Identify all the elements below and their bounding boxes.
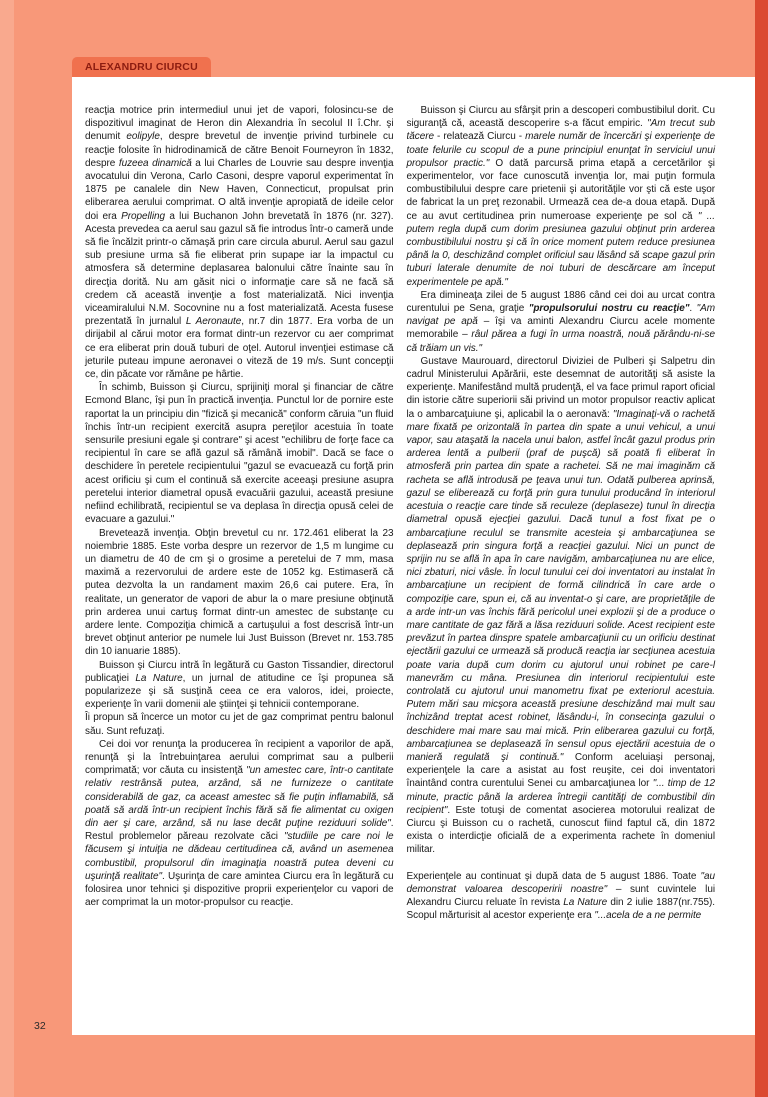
left-edge-decoration <box>0 0 14 1097</box>
paragraph: Buisson şi Ciurcu intră în legătură cu Gaston Tissandier, directorul publicaţiei La Nature, un jurnal de atitudine ce îşi propunea să popularizeze şi să susţină ceea ce era valoros, idei, proiecte, experienţe în varii domenii ale ştiinţei şi tehnicii contemporane. <box>85 659 394 711</box>
paragraph: Cei doi vor renunţa la producerea în recipient a vaporilor de apă, renunţă şi la întrebuinţarea aerului comprimat sau a pulberii comprimată; vor căuta cu insistenţă "un amestec care, într-o cantitate relativ restrânsă putea, arzând, să ne furnizeze o cantitate considerabilă de gaz, ca aceast amestec să fie puţin inflamabilă, să poată să ardă într-un recipient închis fără să fie alimentat cu oxigen din aer şi care, arzând, să nu lase decât puţine reziduuri solide". Restul problemelor păreau rezolvate căci "studiile pe care noi le făcusem şi intuiţia ne dădeau certitudinea că, având un asemenea combustibil, propulsorul din imaginaţia noastră putea deveni cu uşurinţă realitate". Uşurinţa de care amintea Ciurcu era în legătură cu folosirea unor tehnici şi dispozitive proprii experienţelor cu vapori de aer comprimat la un motor-propulsor cu reacţie. <box>85 738 394 909</box>
section-tab <box>72 57 211 77</box>
text-columns <box>72 77 755 922</box>
paragraph: Buisson şi Ciurcu au sfârşit prin a descoperi combustibilul dorit. Cu siguranţă că, această descoperire s-a făcut empiric. "Am trecut sub tăcere - relatează Ciurcu - marele număr de încercări şi experienţe de toate felurile cu scopul de a pune principiul enunţat în serviciul unui propulsor practic." O dată parcursă prima etapă a cercetărilor şi experimentelor, vor face cunoscută invenţia lor, mai puţin formula combustibilului despre care prietenii şi autorităţile vor şti că este uşor de fabricat la un preţ rezonabil. Urmează cea de-a doua etapă. După ce au avut certitudinea prin numeroase experienţe pe sol că " ... putem regla după cum dorim presiunea gazului obţinut prin arderea combustibilului nostru şi că în orice moment putem reduce presiunea până la 0, deschizând complet orificiul sau lăsând să scape gazul prin tuburi laterale denumite de noi tuburi de descărcare am început experimentele pe apă." <box>406 105 715 288</box>
page-number: 32 <box>34 1020 46 1032</box>
text-column-right <box>407 104 716 922</box>
text-column-left <box>85 104 394 922</box>
page-content <box>72 77 755 1035</box>
right-edge-decoration <box>755 0 768 1097</box>
paragraph: Brevetează invenţia. Obţin brevetul cu nr. 172.461 eliberat la 23 noiembrie 1885. Este vorba despre un rezervor de 1,5 m lungime cu un diametru de 40 de cm şi o grosime a peretelui de 7 mm, masa maximă a rezervorului de ardere este de 1052 kg. Estimaseră că putea dezvolta la un randament maxim 26,6 cai putere. Era, în realitate, un generator de vapori de abur la o mare presiune obţinută prin arderea unui cartuş format dintr-un amestec de substanţe cu ardere lente. Compoziţia chimică a cartuşului a fost descrisă într-un brevet obţinut anterior pe numele lui Just Buisson (Brevet nr. 153.785 din 10 ianuarie 1885). <box>85 527 394 658</box>
paragraph: Gustave Maurouard, directorul Diviziei de Pulberi şi Salpetru din cadrul Ministerului Apărării, este desemnat de autorităţi să asiste la experienţe. Manifestând multă prudenţă, el va face primul raport oficial din istorie către superiorii săi privind un motor propulsor reactiv aplicat la o ambarcaţuiune şi, aplicabil la o aeronavă: "Imaginaţi-vă o rachetă mare fixată pe orizontală în partea din spate a unui vehicul, a unui vapor, sau ataşată la nacela unui balon, astfel încât gazul produs prin arderea lentă a pulberii (praf de puşcă) să poată fi eliberat în atmosferă prin partea din spate a rachetei. Să ne mai imaginăm că racheta se află introdusă pe ţeava unui tun. Odată pulberea aprinsă, gazul se eliberează cu forţă prin gura tunului producând în interiorul acestuia o reacţie care tinde să reculeze (deplaseze) tunul în direcţia diametral opusă ejecţiei gazului. Dacă tunul a fost fixat pe o ambarcaţiune reculul se transmite acesteia şi ambarcaţiunea se deplasează prin singura forţă a reacţiei gazului. Nici un punct de sprijin nu se află în apa în care navigăm, ambarcaţiunea nu are elice, nici zbaturi, nici vâsle. În locul tunului cei doi inventatori au instalat în ambarcaţiune un recipient de formă cilindrică în care arde o compoziţie care, spun ei, că au inventat-o şi care, are proprietăţile de a arde intr-un vas închis fără pericolul unei explozii şi de a produce o mare cantitate de gaz fără a lăsa reziduuri solide. Acest recipient este prevăzut în partea dinspre spatele ambarcaţiunii cu un orificiu destinat ejectării gazului ce urmează să producă reacţia iar secţiunea acestuia poate varia după cum dorim cu ajutorul unui robinet pe care-l manevrăm cu mâna. Presiunea din interiorul recipientului este controlată cu ajutorul unui manometru fixat pe exteriorul acestuia. Putem mări sau micşora această presiune deschizând mai mult sau închizând treptat acest robinet, lăsându-i, în consecinţa gazului o deschidere mai mare sau mai mică. Prin eliberarea gazului cu forţă, ambarcaţiunea se deplasează în sensul opus ejectării acestuia de o manieră regulată şi continuă." Conform aceluiaşi personaj, experienţele la care a asistat au fost reuşite, cei doi inventatori înaintând contra curentului Senei cu ambarcaţiunea lor "... timp de 12 minute, practic până la arderea întregii cantităţi de combustibil din recipient". Este totuşi de comentat asocierea motorului realizat de Ciurcu şi Buisson cu o rachetă, cunoscut fiind faptul că, din 1872 exista o interdicţie oficială de a experimenta rachete în domeniul militar. <box>406 355 716 856</box>
paragraph: reacţia motrice prin intermediul unui jet de vapori, folosincu-se de dispozitivul imaginat de Heron din Alexandria în secolul II î.Chr. şi denumit eolipyle, despre brevetul de invenţie privind turbinele cu reacţie folosite în hidrodinamică de către Benoit Fourneyron în 1832, despre fuzeea dinamică a lui Charles de Louvrie sau despre invenţia avocatului din Verona, Carlo Casoni, despre vaporul experimentat în 1875 pe canalele din New Haven, Connecticut, propulsat prin eliberarea aerului comprimat. O altă invenţie apropiată de ideile celor doi era Propelling a lui Buchanon John brevetată în 1876 (nr. 327). Acesta prevedea ca aerul sau gazul să fie introdus într-o cameră unde să fie încălzit printr-o cămaşă prin care circula aburul. Aerul sau gazul sub presiune urma să fie eliberat prin supape iar la impactul cu atmosfera să determine deplasarea balonului către înainte sau în direcţia dorită. Nu am găsit nici o informaţie care să ne facă să credem că această invenţie a fost materializată. Nici invenţia viceamiralului N.M. Socovnine nu a fost materializată. Acesta fusese prezentată în jurnalul L Aeronaute, nr.7 din 1877. Era vorba de un dirijabil al cărui motor era format dintr-un rezervor cu aer comprimat ce era eliberat prin două tuburi de oţel. Autorul invenţiei estimase că jeturile puteau impune aeronavei o viteză de 19 m/s. Sunt concepţii ce, din păcate vor rămâne pe hârtie. <box>85 105 394 381</box>
paragraph: În schimb, Buisson şi Ciurcu, sprijiniţi moral şi financiar de către Ecmond Blanc, îşi pun în practică invenţia. Punctul lor de pornire este raportat la un principiu din "fizică şi mecanică" conform căruia "un fluid închis într-un recipient exercită asupra pereţilor acestuia în toate sensurile presiuni egale şi contrare" şi acest "echilibru de forţe face ca recipientul în care se află gazul să rămână imobil". Dacă se face o deschidere în peretele recipientului "gazul se evacuează cu forţă prin acest orificiu şi cum el continuă să exercite aceeaşi presiune asupra peretelui interior diametral opusă evacuării gazului, această presiune nefiind echilibrată, recipientul se va deplasa în direcţia opusă celei de evacuare a gazului." <box>85 382 394 526</box>
paragraph: Era dimineaţa zilei de 5 august 1886 când cei doi au urcat contra curentului pe Sena, graţie "propulsorului nostru cu reacţie". "Am navigat pe apă – îşi va aminti Alexandru Ciurcu acele momente memorabile – râul părea a fugi în urma noastră, nouă părându-ni-se că trăiam un vis." <box>406 289 716 354</box>
paragraph: Îi propun să încerce un motor cu jet de gaz comprimat pentru balonul său. Sunt refuzaţi. <box>85 712 394 737</box>
section-tab-label: ALEXANDRU CIURCU <box>85 61 198 73</box>
paragraph: Experienţele au continuat şi după data de 5 august 1886. Toate "au demonstrat valoarea descoperirii noastre" – sunt cuvintele lui Alexandru Ciurcu reluate în revista La Nature din 2 iulie 1887(nr.755). Scopul mărturisit al acestor experienţe era "...acela de a ne permite <box>406 870 716 922</box>
